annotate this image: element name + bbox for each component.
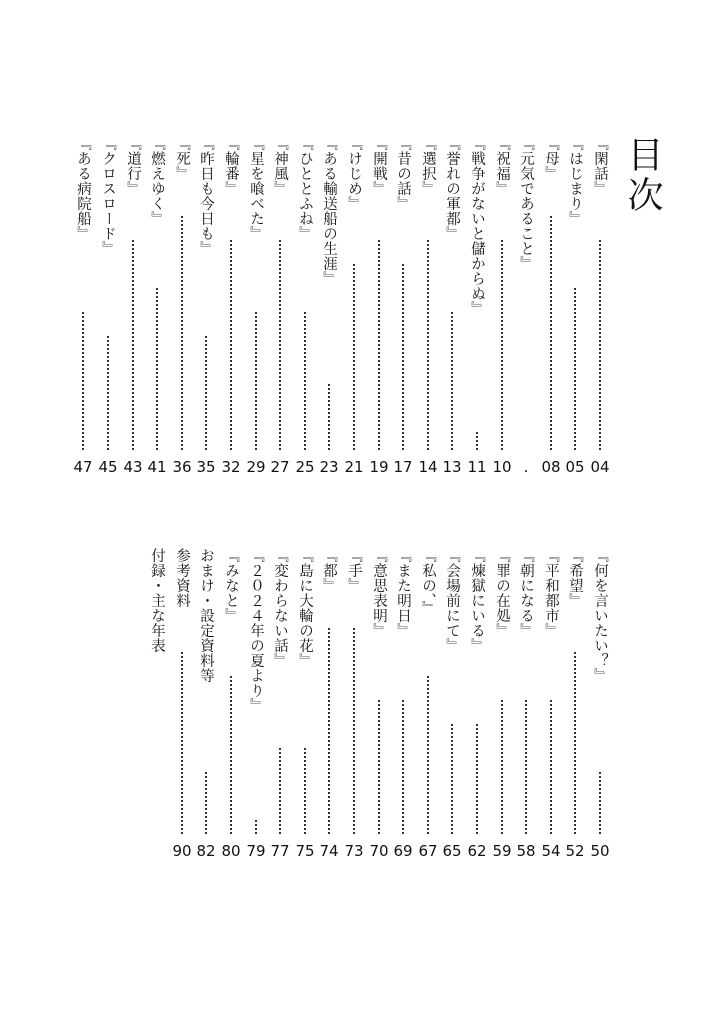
toc-leader-dots: [230, 240, 232, 450]
toc-entry-page-number: 43: [123, 458, 143, 476]
toc-leader-dots: [501, 700, 503, 834]
toc-entry-page-number: 13: [442, 458, 462, 476]
toc-entry-page-number: 82: [196, 842, 216, 860]
toc-entry-title: 『クロスロード』: [100, 136, 116, 256]
toc-entry-page-number: 29: [246, 458, 266, 476]
toc-entry-title: 『閑話』: [592, 136, 608, 196]
toc-leader-dots: [205, 772, 207, 834]
toc-entry-title: 『祝福』: [494, 136, 510, 196]
toc-entry-page-number: 25: [295, 458, 315, 476]
toc-entry-title: 『都』: [321, 548, 337, 593]
toc-entry-page-number: 11: [467, 458, 487, 476]
toc-entry-title: 『戦争がないと儲からぬ』: [469, 136, 485, 316]
toc-entry-title: 『意思表明』: [371, 548, 387, 638]
toc-entry-title: 『変わらない話』: [272, 548, 288, 668]
toc-leader-dots: [402, 264, 404, 450]
toc-entry-title: 『開戦』: [371, 136, 387, 196]
toc-leader-dots: [255, 820, 257, 834]
toc-leader-dots: [279, 748, 281, 834]
toc-leader-dots: [427, 676, 429, 834]
toc-leader-dots: [304, 312, 306, 450]
toc-leader-dots: [550, 216, 552, 450]
toc-entry-page-number: 45: [98, 458, 118, 476]
toc-entry-title: 参考資料: [174, 548, 190, 608]
toc-leader-dots: [378, 240, 380, 450]
toc-entry-title: 『島に大輪の花』: [297, 548, 313, 668]
toc-entry-title: 『罪の在処』: [494, 548, 510, 638]
toc-leader-dots: [255, 312, 257, 450]
toc-entry-page-number: 05: [565, 458, 585, 476]
toc-entry-title: 『また明日』: [395, 548, 411, 638]
toc-entry-title: 『会場前にて』: [444, 548, 460, 653]
toc-entry-title: 『ひととふね』: [297, 136, 313, 241]
toc-entry-title: 『星を喰べた』: [248, 136, 264, 241]
page-title: 目次: [622, 136, 663, 216]
toc-entry-title: 『選択』: [420, 136, 436, 196]
toc-entry-page-number: 17: [393, 458, 413, 476]
toc-entry-page-number: 32: [221, 458, 241, 476]
toc-entry-page-number: 74: [319, 842, 339, 860]
toc-entry-title: 『昨日も今日も』: [198, 136, 214, 256]
toc-leader-dots: [402, 700, 404, 834]
toc-entry-page-number: 52: [565, 842, 585, 860]
toc-leader-dots: [599, 772, 601, 834]
toc-entry-page-number: 35: [196, 458, 216, 476]
toc-entry-page-number: 54: [541, 842, 561, 860]
toc-entry-page-number: 47: [73, 458, 93, 476]
toc-leader-dots: [205, 336, 207, 450]
toc-leader-dots: [378, 700, 380, 834]
toc-leader-dots: [156, 288, 158, 450]
toc-entry-page-number: 41: [147, 458, 167, 476]
toc-entry-title: 『輪番』: [223, 136, 239, 196]
toc-entry-page-number: 90: [172, 842, 192, 860]
toc-entry-title: 付録・主な年表: [149, 548, 165, 653]
toc-leader-dots: [476, 432, 478, 450]
toc-leader-dots: [599, 240, 601, 450]
toc-leader-dots: [525, 700, 527, 834]
toc-entry-page-number: 36: [172, 458, 192, 476]
toc-entry-page-number: 04: [590, 458, 610, 476]
toc-entry-page-number: 73: [344, 842, 364, 860]
toc-leader-dots: [427, 240, 429, 450]
toc-entry-title: 『何を言いたい？』: [592, 548, 608, 683]
toc-leader-dots: [132, 240, 134, 450]
toc-entry-page-number: 59: [492, 842, 512, 860]
toc-entry-page-number: 14: [418, 458, 438, 476]
toc-entry-title: 『母』: [543, 136, 559, 181]
toc-entry-title: 『私の、』: [420, 548, 436, 616]
toc-entry-title: 『希望』: [567, 548, 583, 608]
toc-entry-page-number: 10: [492, 458, 512, 476]
toc-leader-dots: [328, 384, 330, 450]
toc-entry-title: 『道行』: [125, 136, 141, 196]
toc-leader-dots: [181, 216, 183, 450]
toc-leader-dots: [353, 264, 355, 450]
toc-entry-page-number: 70: [369, 842, 389, 860]
toc-entry-page-number: 50: [590, 842, 610, 860]
toc-leader-dots: [82, 312, 84, 450]
toc-entry-page-number: 77: [270, 842, 290, 860]
toc-entry-title: 『平和都市』: [543, 548, 559, 638]
toc-entry-page-number: 67: [418, 842, 438, 860]
toc-leader-dots: [353, 628, 355, 834]
toc-entry-title: 『元気であること』: [518, 136, 534, 271]
toc-leader-dots: [501, 240, 503, 450]
toc-entry-title: 『燃えゆく』: [149, 136, 165, 226]
toc-entry-page-number: 58: [516, 842, 536, 860]
toc-leader-dots: [279, 240, 281, 450]
toc-leader-dots: [550, 700, 552, 834]
toc-entry-title: 『朝になる』: [518, 548, 534, 638]
toc-entry-title: おまけ・設定資料等: [198, 548, 214, 683]
toc-entry-title: 『昔の話』: [395, 136, 411, 211]
toc-entry-title: 『神風』: [272, 136, 288, 196]
toc-entry-title: 『みなと』: [223, 548, 239, 623]
toc-leader-dots: [107, 336, 109, 450]
toc-leader-dots: [574, 288, 576, 450]
toc-entry-page-number: 75: [295, 842, 315, 860]
toc-entry-title: 『ある病院船』: [75, 136, 91, 241]
toc-entry-title: 『手』: [346, 548, 362, 593]
toc-entry-page-number: 79: [246, 842, 266, 860]
toc-entry-page-number: 80: [221, 842, 241, 860]
toc-entry-page-number: 21: [344, 458, 364, 476]
toc-entry-title: 『ある輸送船の生涯』: [321, 136, 337, 286]
toc-leader-dots: [230, 676, 232, 834]
toc-leader-dots: [181, 652, 183, 834]
toc-entry-title: 『２０２４年の夏より』: [248, 548, 264, 713]
toc-entry-page-number: 62: [467, 842, 487, 860]
toc-entry-page-number: 19: [369, 458, 389, 476]
toc-entry-page-number: 08: [541, 458, 561, 476]
toc-entry-page-number: 27: [270, 458, 290, 476]
toc-leader-dots: [304, 748, 306, 834]
toc-entry-title: 『煉獄にいる』: [469, 548, 485, 653]
toc-entry-title: 『けじめ』: [346, 136, 362, 211]
toc-leader-dots: [476, 724, 478, 834]
toc-leader-dots: [451, 312, 453, 450]
toc-entry-title: 『誉れの軍都』: [444, 136, 460, 241]
toc-leader-dots: [574, 652, 576, 834]
toc-entry-page-number: 69: [393, 842, 413, 860]
toc-entry-title: 『死』: [174, 136, 190, 181]
toc-entry-title: 『はじまり』: [567, 136, 583, 226]
toc-entry-page-number: 23: [319, 458, 339, 476]
toc-entry-page-number: 65: [442, 842, 462, 860]
toc-leader-dots: [328, 628, 330, 834]
toc-entry-page-number: .: [523, 458, 529, 476]
toc-leader-dots: [451, 724, 453, 834]
